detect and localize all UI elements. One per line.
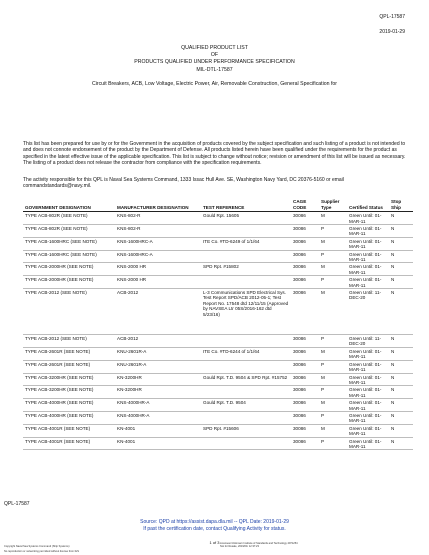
- cell-cage-code: 30086: [293, 374, 306, 380]
- header-test-reference: TEST REFERENCE: [203, 204, 245, 210]
- cell-certified-status: Green Until: 01-MAR-11: [349, 374, 382, 385]
- cell-manufacturer-designation: KN-4001: [117, 425, 136, 431]
- cell-stop-ship: N: [391, 412, 395, 418]
- activity-paragraph: The activity responsible for this QPL is Naval Sea Systems Command, 1333 Issac Hull Ave. SE, Washington Navy Yard, DC 20376-5160 or email commandstandards@navy.mil.: [23, 177, 344, 190]
- cell-manufacturer-designation: KNS-2000 HR: [117, 264, 147, 270]
- cell-manufacturer-designation: KNS-1600HRC-A: [117, 238, 153, 244]
- table-row: [23, 437, 413, 450]
- table-row: [23, 411, 413, 424]
- cell-certified-status: Green Until: 01-MAR-11: [349, 400, 382, 411]
- cell-certified-status: Green Until: 01-MAR-11: [349, 438, 382, 449]
- cell-manufacturer-designation: KNU-2601R-A: [117, 361, 147, 367]
- cell-test-reference: [201, 386, 291, 399]
- cell-government-designation: TYPE ACB-4001R (SEE NOTE): [25, 438, 91, 444]
- cell-cage-code: 30086: [293, 438, 306, 444]
- cell-government-designation: TYPE ACB-3200HR (SEE NOTE): [25, 374, 94, 380]
- table-row: [23, 347, 413, 360]
- cell-certified-status: Green Until: 01-MAR-11: [349, 213, 382, 224]
- cell-certified-status: Green Until: 01-MAR-11: [349, 425, 382, 437]
- cell-cage-code: 30086: [293, 251, 306, 257]
- title-line-2: OF: [210, 52, 219, 59]
- table-row: [23, 289, 413, 335]
- cell-government-designation: TYPE ACB-1600HRC (SEE NOTE): [25, 251, 97, 257]
- cell-cage-code: 30086: [293, 336, 306, 342]
- cell-cage-code: 30086: [293, 425, 306, 431]
- cell-stop-ship: N: [391, 251, 395, 257]
- cell-supplier-type: P: [321, 251, 325, 257]
- cell-manufacturer-designation: KNS-4000HR-A: [117, 412, 150, 418]
- table-row: [23, 225, 413, 238]
- cell-test-reference: ITE Co. #TD-6249 of 1/1/64: [203, 238, 260, 244]
- header-cage-code: CAGE CODE: [293, 199, 307, 210]
- document-subtitle: Circuit Breakers, ACB, Low Voltage, Electric Power, Air, Removable Construction, General Specification for: [91, 81, 338, 87]
- cell-supplier-type: P: [321, 387, 325, 393]
- cell-test-reference: [201, 225, 291, 238]
- cell-manufacturer-designation: KNS-2000 HR: [117, 277, 147, 283]
- table-row: [23, 399, 413, 412]
- cell-manufacturer-designation: KNS-802-R: [117, 226, 141, 231]
- cell-manufacturer-designation: KN-3200HR: [117, 387, 142, 393]
- cell-stop-ship: N: [391, 361, 395, 367]
- cell-test-reference: [201, 335, 291, 348]
- table-row: [23, 263, 413, 276]
- table-row: [23, 212, 413, 225]
- cell-cage-code: 30086: [293, 238, 306, 244]
- table-row: [23, 250, 413, 263]
- qualified-products-table: [23, 199, 413, 450]
- cell-government-designation: TYPE ACB-4000HR (SEE NOTE): [25, 400, 94, 406]
- licensee-notice: [220, 542, 298, 549]
- header-supplier-type: Supplier Type: [321, 199, 340, 210]
- cell-test-reference: ITE Co. #TD-6244 of 1/1/64: [203, 348, 260, 354]
- cell-stop-ship: N: [391, 374, 395, 380]
- cell-manufacturer-designation: KNS-1600HRC-A: [117, 251, 153, 257]
- header-certified-status: Certified Status: [349, 204, 383, 210]
- qpl-number: QPL-17587: [379, 14, 405, 20]
- cell-cage-code: 30086: [293, 264, 306, 270]
- cell-government-designation: TYPE ACB-802R (SEE NOTE): [25, 213, 88, 219]
- cell-supplier-type: M: [321, 374, 325, 380]
- table-row: [23, 373, 413, 386]
- cell-supplier-type: M: [321, 238, 325, 244]
- cell-certified-status: Green Until: 01-MAR-11: [349, 361, 382, 373]
- cell-cage-code: 30086: [293, 361, 306, 367]
- cell-government-designation: TYPE ACB-2601R (SEE NOTE): [25, 348, 91, 354]
- cell-test-reference: [201, 437, 291, 450]
- header-manufacturer-designation: MANUFACTURER DESIGNATION: [117, 204, 189, 210]
- table-row: [23, 276, 413, 289]
- cell-government-designation: TYPE ACB-2000HR (SEE NOTE): [25, 264, 94, 270]
- cell-stop-ship: N: [391, 438, 395, 444]
- header-government-designation: GOVERNMENT DESIGNATION: [25, 204, 91, 210]
- cell-test-reference: Gould Rpt. T.D. 9504 & SPD Rpt. #15752: [203, 374, 288, 380]
- cell-supplier-type: P: [321, 438, 325, 444]
- table-row: [23, 424, 413, 437]
- cell-manufacturer-designation: KN-4001: [117, 438, 136, 444]
- cell-government-designation: TYPE ACB-4001R (SEE NOTE): [25, 425, 91, 431]
- footer-qpl-code: QPL-17587: [4, 501, 30, 507]
- cell-manufacturer-designation: KNS-802-R: [117, 213, 141, 219]
- disclaimer-paragraph: This list has been prepared for use by or for the Government in the acquisition of products covered by the subject specification and such listing of a product is not intended to and does not connote endorsement of the product by the Department of Defense. All products listed herein have been qualified under the requirements for the product as specified in the latest effective issue of the applicable specification. This list is subject to change without notice; revision or amendment of this list will be issued as necessary. The listing of a product does not release the contractor from compliance with the specification requirements.: [23, 141, 406, 166]
- cell-manufacturer-designation: ACB-2012: [117, 290, 139, 296]
- cell-supplier-type: M: [321, 400, 325, 406]
- cell-government-designation: TYPE ACB-3200HR (SEE NOTE): [25, 387, 94, 393]
- cell-government-designation: TYPE ACB-1600HRC (SEE NOTE): [25, 238, 97, 244]
- licensee-line-2: Not for Resale, 2019/01/ 12:37:23: [220, 545, 259, 549]
- cell-supplier-type: M: [321, 213, 325, 219]
- source-line: Source: QPD at https://assist.dapa.dla.mil -- QPL Date: 2019-01-29: [140, 519, 289, 525]
- cell-supplier-type: P: [321, 336, 325, 342]
- table-row: [23, 237, 413, 250]
- cell-supplier-type: M: [321, 348, 325, 354]
- cell-certified-status: Green Until: 01-MAR-11: [349, 387, 382, 398]
- cell-test-reference: Gould Rpt. T.D. 9504: [203, 400, 246, 406]
- cell-cage-code: 30086: [293, 213, 306, 219]
- page-number: 1 of 3: [209, 540, 220, 545]
- cell-government-designation: TYPE ACB-2601R (SEE NOTE): [25, 361, 91, 367]
- cell-cage-code: 30086: [293, 226, 306, 231]
- title-line-3: PRODUCTS QUALIFIED UNDER PERFORMANCE SPECIFICATION: [134, 59, 295, 66]
- cell-supplier-type: P: [321, 226, 325, 231]
- cell-stop-ship: N: [391, 238, 395, 244]
- table-row: [23, 386, 413, 399]
- cell-government-designation: TYPE ACB-2000HR (SEE NOTE): [25, 277, 94, 283]
- cell-certified-status: Green Until: 01-MAR-11: [349, 412, 382, 424]
- cell-certified-status: Green Until: 01-MAR-11: [349, 264, 382, 275]
- cell-manufacturer-designation: KN-3200HR: [117, 374, 142, 380]
- cell-test-reference: [201, 276, 291, 289]
- cell-stop-ship: N: [391, 264, 395, 270]
- cell-stop-ship: N: [391, 348, 395, 354]
- title-line-4: MIL-DTL-17587: [196, 66, 233, 73]
- cell-certified-status: Green Until: 01-MAR-11: [349, 226, 382, 237]
- cell-government-designation: TYPE ACB-2012 (SEE NOTE): [25, 290, 87, 296]
- cell-test-reference: L-3 Communications SPD Electrical Sys. Test Report SPD/ACB 2012-05-1; Test Report No. 17548 dtd 12/11/15 (Approved by NAVSEA Ltr 05S/2016-162 dtd 5/23/16): [203, 290, 289, 317]
- cell-government-designation: TYPE ACB-4000HR (SEE NOTE): [25, 412, 94, 418]
- cell-test-reference: SPD Rpt. #15802: [203, 264, 239, 270]
- table-row: [23, 335, 413, 348]
- cell-supplier-type: P: [321, 361, 325, 367]
- cell-government-designation: TYPE ACB-2012 (SEE NOTE): [25, 336, 87, 342]
- cell-supplier-type: M: [321, 425, 325, 431]
- cell-test-reference: [201, 411, 291, 424]
- cell-test-reference: SPD Rpt. #15606: [203, 425, 239, 431]
- copyright-notice: Copyright Naval Sea Systems Command (Ship Systems): [4, 545, 70, 548]
- document-title: [0, 45, 429, 74]
- cell-government-designation: TYPE ACB-802R (SEE NOTE): [25, 226, 88, 231]
- cell-cage-code: 30086: [293, 348, 306, 354]
- license-notice: No reproduction or networking permitted without license from IHS: [4, 550, 79, 553]
- contact-line: If past the certification date, contact Qualifying Activity for status.: [143, 526, 286, 532]
- cell-supplier-type: P: [321, 412, 325, 418]
- cell-test-reference: [201, 250, 291, 263]
- cell-manufacturer-designation: KNU-2601R-A: [117, 348, 147, 354]
- cell-stop-ship: N: [391, 336, 395, 342]
- header-stop-ship: Stop Ship: [391, 199, 402, 210]
- cell-cage-code: 30086: [293, 387, 306, 393]
- cell-cage-code: 30086: [293, 277, 306, 283]
- cell-stop-ship: N: [391, 226, 395, 231]
- cell-cage-code: 30086: [293, 400, 306, 406]
- cell-stop-ship: N: [391, 387, 395, 393]
- qpl-date: 2019-01-29: [379, 29, 405, 35]
- table-row: [23, 360, 413, 373]
- cell-certified-status: Green Until: 11-DEC-20: [349, 290, 382, 301]
- cell-stop-ship: N: [391, 277, 395, 283]
- cell-test-reference: Gould Rpt. 15605: [203, 213, 240, 219]
- licensee-line-1: Licensee=Unknown Institute of Standards and Technology 4971254: [220, 542, 298, 545]
- cell-supplier-type: P: [321, 277, 325, 283]
- cell-certified-status: Green Until: 01-MAR-11: [349, 348, 382, 360]
- cell-supplier-type: M: [321, 290, 325, 296]
- cell-manufacturer-designation: KNS-4000HR-A: [117, 400, 150, 406]
- cell-certified-status: Green Until: 01-MAR-11: [349, 277, 382, 288]
- cell-cage-code: 30086: [293, 412, 306, 418]
- cell-stop-ship: N: [391, 290, 395, 296]
- cell-cage-code: 30086: [293, 290, 306, 296]
- cell-supplier-type: M: [321, 264, 325, 270]
- cell-test-reference: [201, 360, 291, 373]
- cell-manufacturer-designation: ACB-2012: [117, 336, 139, 342]
- title-line-1: QUALIFIED PRODUCT LIST: [181, 45, 248, 51]
- cell-stop-ship: N: [391, 400, 395, 406]
- cell-stop-ship: N: [391, 213, 395, 219]
- cell-certified-status: Green Until: 01-MAR-11: [349, 238, 382, 250]
- cell-certified-status: Green Until: 01-MAR-11: [349, 251, 382, 263]
- table-header-row: [23, 199, 413, 212]
- cell-certified-status: Green Until: 11-DEC-20: [349, 336, 382, 347]
- cell-stop-ship: N: [391, 425, 395, 431]
